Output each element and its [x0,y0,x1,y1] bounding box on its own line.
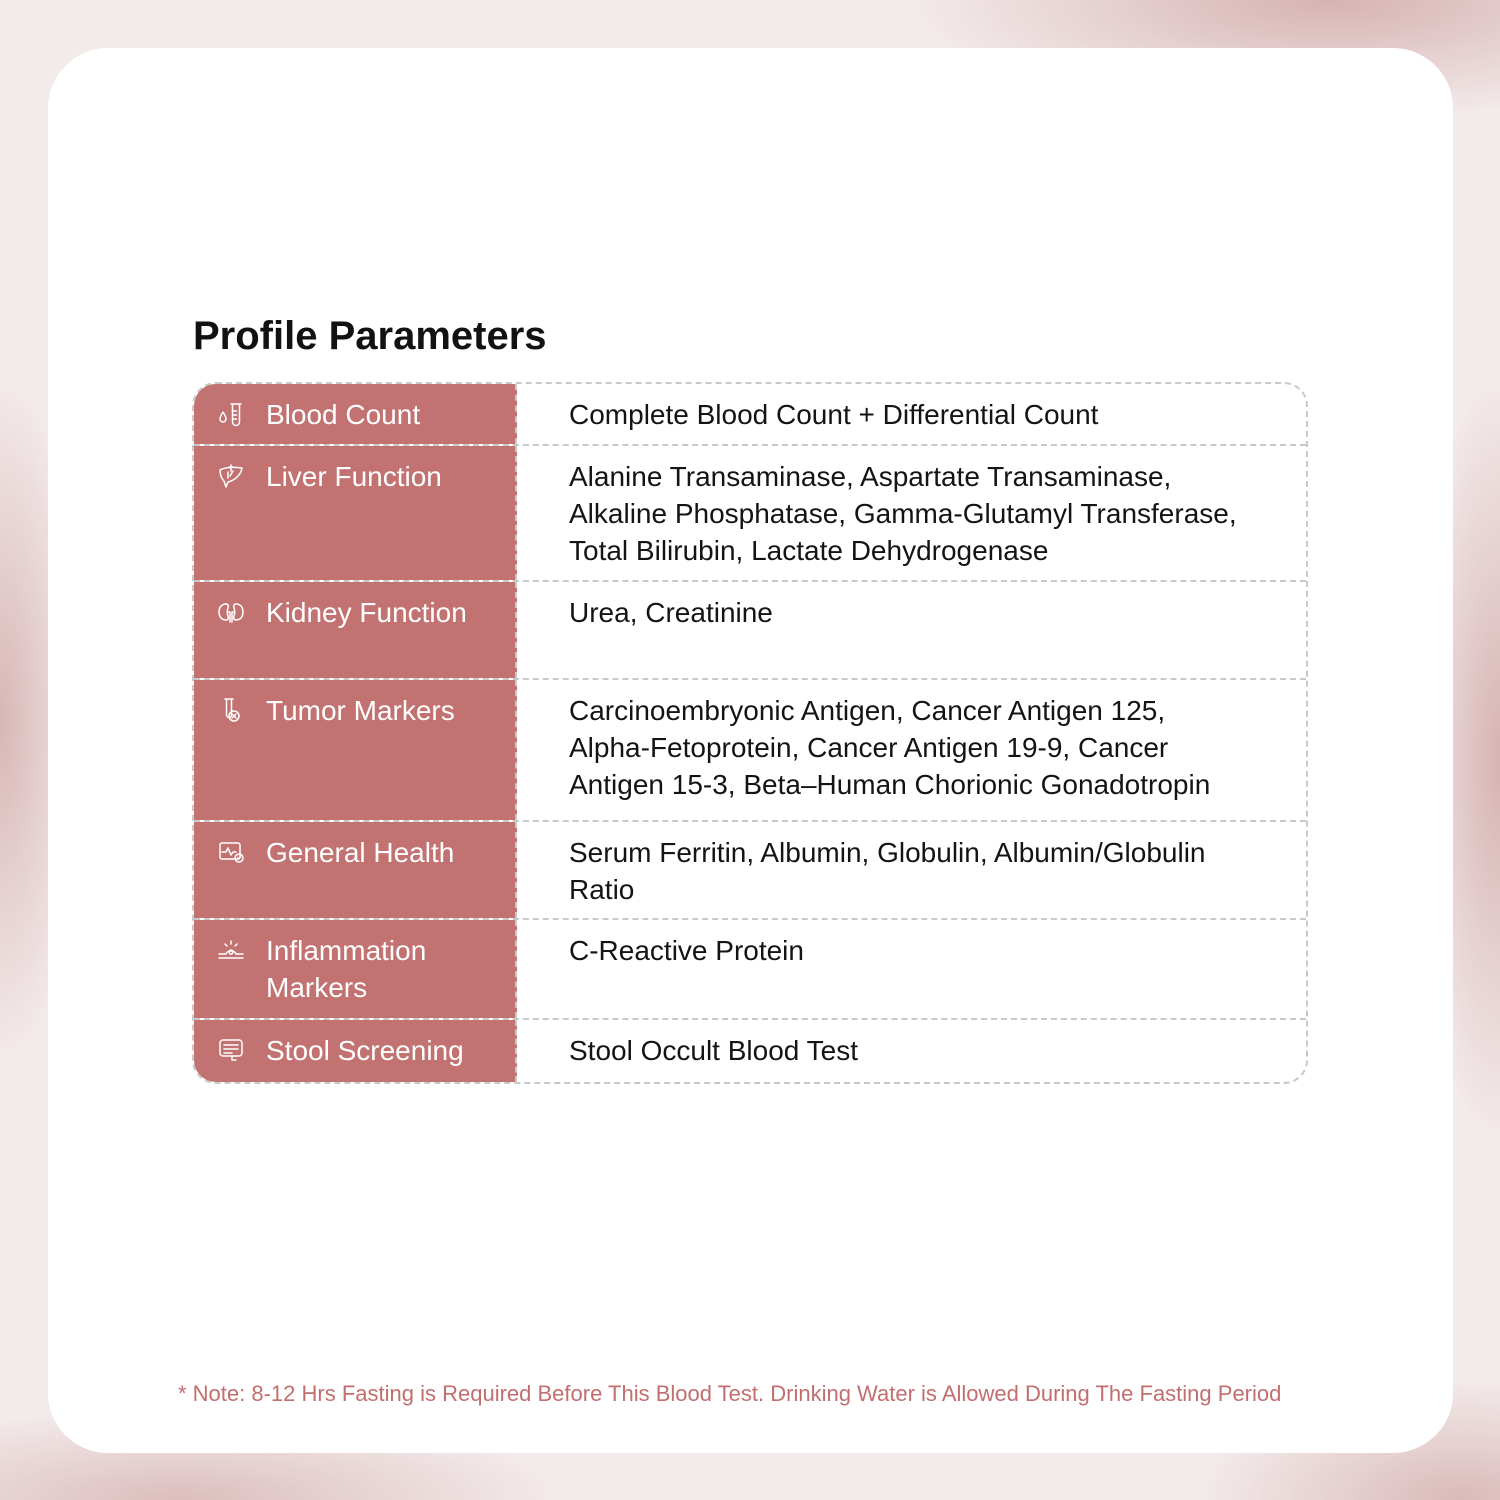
row-label: General Health [266,837,455,868]
row-value [517,822,1306,918]
row-label-cell [194,920,517,1018]
inflammation-icon [216,935,246,965]
tumor-vial-icon [216,695,246,725]
value-line: Total Bilirubin, Lactate Dehydrogenase [569,535,1049,566]
table-row [194,678,1306,820]
table-row [194,384,1306,444]
row-value [517,446,1306,580]
row-value: C-Reactive Protein [569,935,804,966]
value-line: Antigen 15-3, Beta–Human Chorionic Gonadotropin [569,769,1211,800]
value-line: Alanine Transaminase, Aspartate Transaminase, [569,461,1172,492]
table-row [194,820,1306,918]
table-row [194,580,1306,678]
row-label: Tumor Markers [266,695,455,726]
health-monitor-icon [216,837,246,867]
row-label: Stool Screening [266,1035,464,1066]
page-title: Profile Parameters [193,314,547,358]
value-line: Carcinoembryonic Antigen, Cancer Antigen 125, [569,695,1166,726]
table-row [194,918,1306,1018]
row-label: Kidney Function [266,597,467,628]
row-label-cell [194,582,517,678]
row-label-line: Markers [266,972,368,1003]
parameters-table [192,382,1308,1084]
row-label-cell [194,680,517,820]
table-row [194,444,1306,580]
row-label: Liver Function [266,461,442,492]
liver-icon [216,461,246,491]
value-line: Alpha-Fetoprotein, Cancer Antigen 19-9, Cancer [569,732,1169,763]
value-line: Ratio [569,874,635,905]
row-label-line: Inflammation [266,935,427,966]
row-label-cell [194,1020,517,1082]
kidney-icon [216,597,246,627]
row-value [517,680,1306,820]
row-label-cell [194,446,517,580]
row-label-cell [194,822,517,918]
test-tube-icon [216,399,246,429]
row-value: Complete Blood Count + Differential Count [569,399,1099,430]
row-label [266,920,426,1018]
intestine-icon [216,1035,246,1065]
row-label-cell [194,384,517,444]
row-label: Blood Count [266,399,421,430]
fasting-note: * Note: 8-12 Hrs Fasting is Required Before This Blood Test. Drinking Water is Allowed During The Fasting Period [178,1381,1282,1406]
value-line: Serum Ferritin, Albumin, Globulin, Albumin/Globulin [569,837,1206,868]
row-value: Stool Occult Blood Test [569,1035,858,1066]
table-row [194,1018,1306,1082]
row-value: Urea, Creatinine [569,597,773,628]
value-line: Alkaline Phosphatase, Gamma-Glutamyl Transferase, [569,498,1237,529]
